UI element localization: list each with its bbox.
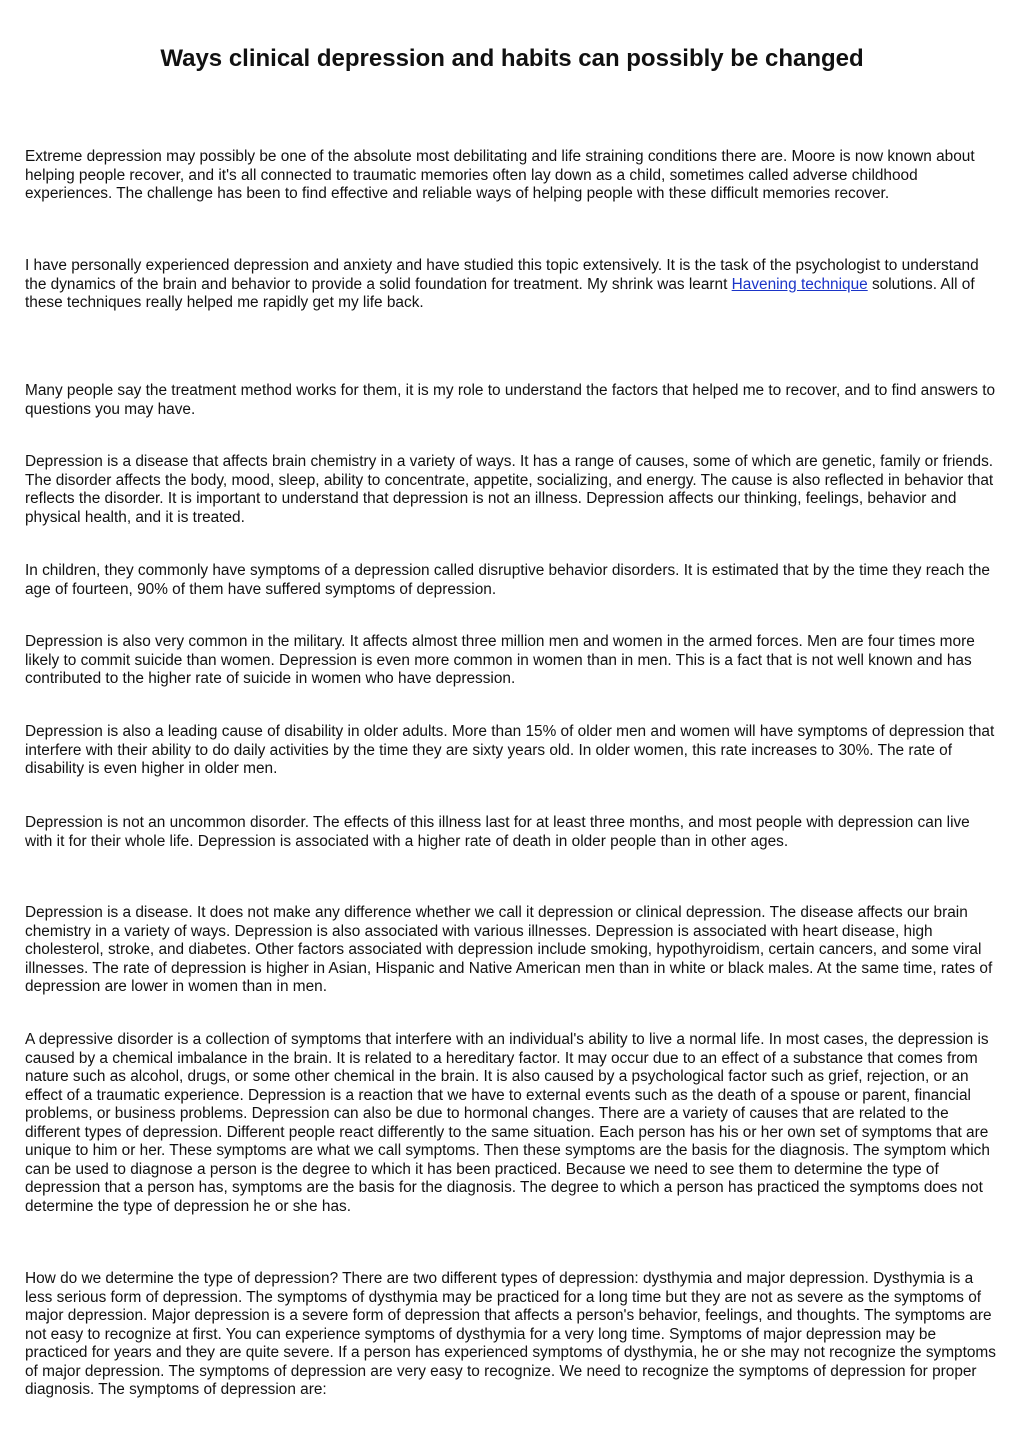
paragraph-brain-chemistry: Depression is a disease that affects brain chemistry in a variety of ways. It has a range of causes, some of which are genetic, family or friends. The disorder affects the body, mood, sleep, ability to concentrate, appetite, socializing, and energy. The cause is also reflected in behavior that reflects the disorder. It is important to understand that depression is not an illness. Depression affects our thinking, feelings, behavior and physical health, and it is treated. bbox=[25, 453, 994, 526]
paragraph-treatment-method: Many people say the treatment method works for them, it is my role to understand the factors that helped me to recover, and to find answers to questions you may have. bbox=[25, 382, 996, 418]
paragraph-personal-experience bbox=[25, 257, 1001, 313]
paragraph-text-after-link: solutions. All of these techniques really helped me rapidly get my life back. bbox=[25, 275, 975, 311]
paragraph-types-of-depression: How do we determine the type of depression? There are two different types of depression: dysthymia and major depression. Dysthymia is a less serious form of depression. The symptoms of dysthymia may be practiced for a long time but they are not as severe as the symptoms of major depression. Major depression is a severe form of depression that affects a person's behavior, feelings, and thoughts. The symptoms are not easy to recognize at first. You can experience symptoms of dysthymia for a very long time. Symptoms of major depression may be practiced for years and they are quite severe. If a person has experienced symptoms of dysthymia, he or she may not recognize the symptoms of major depression. The symptoms of depression are very easy to recognize. We need to recognize the symptoms of depression for proper diagnosis. The symptoms of depression are: bbox=[25, 1270, 996, 1398]
paragraph-intro: Extreme depression may possibly be one of the absolute most debilitating and life straining conditions there are. Moore is now known about helping people recover, and it's all connected to traumatic memories often lay down as a child, sometimes called adverse childhood experiences. The challenge has been to find effective and reliable ways of helping people with these difficult memories recover. bbox=[25, 148, 975, 202]
paragraph-depressive-disorder: A depressive disorder is a collection of symptoms that interfere with an individual's ability to live a normal life. In most cases, the depression is caused by a chemical imbalance in the brain. It is related to a hereditary factor. It may occur due to an effect of a substance that comes from nature such as alcohol, drugs, or some other chemical in the brain. It is also caused by a psychological factor such as grief, rejection, or an effect of a traumatic experience. Depression is a reaction that we have to external events such as the death of a spouse or parent, financial problems, or business problems. Depression can also be due to hormonal changes. There are a variety of causes that are related to the different types of depression. Different people react differently to the same situation. Each person has his or her own set of symptoms that are unique to him or her. These symptoms are what we call symptoms. Then these symptoms are the basis for the diagnosis. The symptom which can be used to diagnose a person is the degree to which it has been practiced. Because we need to see them to determine the type of depression that a person has, symptoms are the basis for the diagnosis. The degree to which a person has practiced the symptoms does not determine the type of depression he or she has. bbox=[25, 1031, 990, 1215]
paragraph-disease: Depression is a disease. It does not make any difference whether we call it depression or clinical depression. The disease affects our brain chemistry in a variety of ways. Depression is also associated with various illnesses. Depression is associated with heart disease, high cholesterol, stroke, and diabetes. Other factors associated with depression include smoking, hypothyroidism, certain cancers, and some viral illnesses. The rate of depression is higher in Asian, Hispanic and Native American men than in white or black males. At the same time, rates of depression are lower in women than in men. bbox=[25, 904, 993, 995]
document-title: Ways clinical depression and habits can possibly be changed bbox=[160, 45, 864, 72]
paragraph-uncommon-disorder: Depression is not an uncommon disorder. The effects of this illness last for at least three months, and most people with depression can live with it for their whole life. Depression is associated with a higher rate of death in older people than in other ages. bbox=[25, 814, 970, 850]
havening-technique-link[interactable]: Havening technique bbox=[731, 275, 868, 293]
paragraph-older-adults: Depression is also a leading cause of disability in older adults. More than 15% of older men and women will have symptoms of depression that interfere with their ability to do daily activities by the time they are sixty years old. In older women, this rate increases to 30%. The rate of disability is even higher in older men. bbox=[25, 723, 995, 777]
paragraph-children: In children, they commonly have symptoms of a depression called disruptive behavior disorders. It is estimated that by the time they reach the age of fourteen, 90% of them have suffered symptoms of depression. bbox=[25, 562, 990, 598]
paragraph-text-before-link: I have personally experienced depression and anxiety and have studied this topic extensively. It is the task of the psychologist to understand the dynamics of the brain and behavior to provide a solid foundation for treatment. My shrink was learnt bbox=[25, 257, 979, 293]
paragraph-military: Depression is also very common in the military. It affects almost three million men and women in the armed forces. Men are four times more likely to commit suicide than women. Depression is even more common in women than in men. This is a fact that is not well known and has contributed to the higher rate of suicide in women who have depression. bbox=[25, 633, 975, 687]
